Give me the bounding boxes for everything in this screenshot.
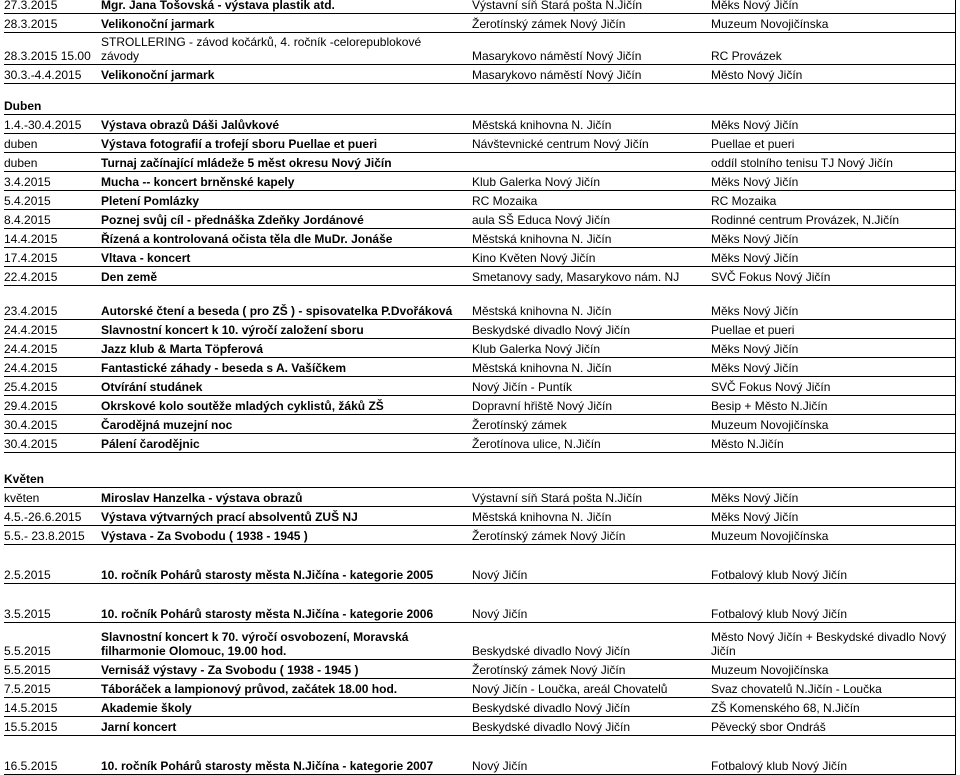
event-cell: Miroslav Hanzelka - výstava obrazů [101, 491, 303, 505]
organizer-cell: Měks Nový Jičín [711, 342, 799, 356]
place-cell: aula SŠ Educa Nový Jičín [472, 213, 611, 227]
event-cell: Akademie školy [101, 701, 192, 715]
organizer-cell: Měks Nový Jičín [711, 232, 799, 246]
organizer-cell: Puellae et pueri [711, 137, 795, 151]
event-cell: Jazz klub & Marta Töpferová [101, 342, 264, 356]
organizer-cell: Měks Nový Jičín [711, 251, 799, 265]
table-row [4, 717, 956, 736]
event-cell: Táboráček a lampionový průvod, začátek 18.00 hod. [101, 682, 398, 696]
date-cell: 3.5.2015 [4, 607, 51, 621]
date-cell: 5.5.2015 [4, 663, 51, 677]
place-cell: RC Mozaika [472, 194, 538, 208]
organizer-cell: Měks Nový Jičín [711, 491, 799, 505]
organizer-cell: Město Nový Jičín [711, 68, 803, 82]
organizer-cell: Měks Nový Jičín [711, 0, 799, 12]
table-row [4, 526, 956, 545]
place-cell: Žerotínský zámek Nový Jičín [472, 17, 626, 31]
organizer-cell: Svaz chovatelů N.Jičín - Loučka [711, 682, 882, 696]
organizer-cell: Fotbalový klub Nový Jičín [711, 607, 848, 621]
organizer-cell: Muzeum Novojičínska [711, 663, 829, 677]
date-cell: 28.3.2015 [4, 17, 58, 31]
date-cell: 5.5.2015 [4, 644, 51, 658]
place-cell: Nový Jičín - Puntík [472, 380, 573, 394]
place-cell: Žerotínský zámek [472, 418, 567, 432]
table-row [4, 358, 956, 377]
organizer-cell: SVČ Fokus Nový Jičín [711, 270, 831, 284]
organizer-cell: Puellae et pueri [711, 323, 795, 337]
event-cell: Den země [101, 270, 158, 284]
event-cell: Mgr. Jana Tošovská - výstava plastik atd. [101, 0, 335, 12]
table-row [4, 172, 956, 191]
table-row [4, 698, 956, 717]
place-cell: Žerotínský zámek Nový Jičín [472, 529, 626, 543]
table-row [4, 584, 956, 623]
event-cell: Fantastické záhady - beseda s A. Vašíčkem [101, 361, 347, 375]
table-row [4, 415, 956, 434]
date-cell: duben [4, 137, 38, 151]
event-cell: STROLLERING - závod kočárků, 4. ročník -celorepublokové závody [101, 35, 422, 63]
organizer-cell: Měks Nový Jičín [711, 175, 799, 189]
place-cell: Nový Jičín [472, 607, 528, 621]
date-cell: duben [4, 156, 38, 170]
date-cell: 3.4.2015 [4, 175, 51, 189]
section-title: Květen [4, 472, 45, 486]
place-cell: Masarykovo náměstí Nový Jičín [472, 68, 642, 82]
date-cell: 5.5.- 23.8.2015 [4, 529, 85, 543]
place-cell: Žerotínova ulice, N.Jičín [472, 437, 601, 451]
table-right-border [955, 0, 956, 775]
table-row [4, 286, 956, 320]
event-cell: 10. ročník Pohárů starosty města N.Jičína - kategorie 2005 [101, 568, 434, 582]
table-row [4, 736, 956, 775]
organizer-cell: RC Mozaika [711, 194, 777, 208]
date-cell: 22.4.2015 [4, 270, 58, 284]
section-header-row [4, 84, 956, 115]
organizer-cell: Město Nový Jičín + Beskydské divadlo Nový Jičín [711, 630, 947, 658]
date-cell: květen [4, 491, 40, 505]
event-cell: Výstava výtvarných prací absolventů ZUŠ NJ [101, 510, 358, 524]
table-row [4, 115, 956, 134]
event-cell: Výstava - Za Svobodu ( 1938 - 1945 ) [101, 529, 308, 543]
organizer-cell: ZŠ Komenského 68, N.Jičín [711, 701, 860, 715]
date-cell: 14.5.2015 [4, 701, 58, 715]
table-row [4, 229, 956, 248]
organizer-cell: Měks Nový Jičín [711, 510, 799, 524]
date-cell: 29.4.2015 [4, 399, 58, 413]
table-row [4, 679, 956, 698]
place-cell: Beskydské divadlo Nový Jičín [472, 644, 631, 658]
date-cell: 25.4.2015 [4, 380, 58, 394]
table-row [4, 507, 956, 526]
table-row [4, 248, 956, 267]
organizer-cell: Měks Nový Jičín [711, 304, 799, 318]
date-cell: 24.4.2015 [4, 361, 58, 375]
organizer-cell: Fotbalový klub Nový Jičín [711, 759, 848, 773]
date-cell: 16.5.2015 [4, 759, 58, 773]
organizer-cell: oddíl stolního tenisu TJ Nový Jičín [711, 156, 893, 170]
place-cell: Žerotínský zámek Nový Jičín [472, 663, 626, 677]
organizer-cell: Rodinné centrum Provázek, N.Jičín [711, 213, 900, 227]
place-cell: Beskydské divadlo Nový Jičín [472, 701, 631, 715]
event-cell: 10. ročník Pohárů starosty města N.Jičína - kategorie 2006 [101, 607, 434, 621]
date-cell: 24.4.2015 [4, 342, 58, 356]
place-cell: Nový Jičín [472, 568, 528, 582]
place-cell: Beskydské divadlo Nový Jičín [472, 720, 631, 734]
place-cell: Masarykovo náměstí Nový Jičín [472, 49, 642, 63]
event-cell: Vernisáž výstavy - Za Svobodu ( 1938 - 1945 ) [101, 663, 359, 677]
event-cell: Jarní koncert [101, 720, 177, 734]
date-cell: 5.4.2015 [4, 194, 51, 208]
date-cell: 30.4.2015 [4, 418, 58, 432]
organizer-cell: SVČ Fokus Nový Jičín [711, 380, 831, 394]
event-cell: Výstava obrazů Dáši Jalůvkové [101, 118, 280, 132]
table-row [4, 623, 956, 660]
place-cell: Výstavní síň Stará pošta N.Jičín [472, 491, 643, 505]
event-cell: Autorské čtení a beseda ( pro ZŠ ) - spisovatelka P.Dvořáková [101, 304, 453, 318]
date-cell: 27.3.2015 [4, 0, 58, 12]
organizer-cell: Muzeum Novojičínska [711, 529, 829, 543]
table-row [4, 320, 956, 339]
event-cell: Otvírání studánek [101, 380, 203, 394]
organizer-cell: RC Provázek [711, 49, 782, 63]
table-row [4, 339, 956, 358]
event-cell: Velikonoční jarmark [101, 68, 215, 82]
event-cell: Slavnostní koncert k 70. výročí osvobození, Moravská filharmonie Olomouc, 19.00 hod. [101, 630, 409, 658]
event-cell: Mucha -- koncert brněnské kapely [101, 175, 295, 189]
event-cell: Slavnostní koncert k 10. výročí založení sboru [101, 323, 364, 337]
date-cell: 7.5.2015 [4, 682, 51, 696]
place-cell: Dopravní hřiště Nový Jičín [472, 399, 613, 413]
table-row [4, 545, 956, 584]
organizer-cell: Měks Nový Jičín [711, 361, 799, 375]
organizer-cell: Měks Nový Jičín [711, 118, 799, 132]
organizer-cell: Besip + Město N.Jičín [711, 399, 828, 413]
table-row [4, 0, 956, 14]
place-cell: Klub Galerka Nový Jičín [472, 342, 601, 356]
place-cell: Městská knihovna N. Jičín [472, 232, 612, 246]
date-cell: 2.5.2015 [4, 568, 51, 582]
date-cell: 8.4.2015 [4, 213, 51, 227]
date-cell: 17.4.2015 [4, 251, 58, 265]
place-cell: Klub Galerka Nový Jičín [472, 175, 601, 189]
table-row [4, 396, 956, 415]
place-cell: Beskydské divadlo Nový Jičín [472, 323, 631, 337]
event-cell: Pletení Pomlázky [101, 194, 200, 208]
place-cell: Městská knihovna N. Jičín [472, 361, 612, 375]
date-cell: 28.3.2015 15.00 [4, 49, 91, 63]
place-cell: Nový Jičín - Loučka, areál Chovatelů [472, 682, 668, 696]
date-cell: 30.4.2015 [4, 437, 58, 451]
place-cell: Výstavní síň Stará pošta N.Jičín [472, 0, 643, 12]
event-cell: Výstava fotografií a trofejí sboru Puellae et pueri [101, 137, 378, 151]
event-cell: Řízená a kontrolovaná očista těla dle MuDr. Jonáše [101, 232, 393, 246]
organizer-cell: Muzeum Novojičínska [711, 418, 829, 432]
table-row [4, 434, 956, 453]
organizer-cell: Pěvecký sbor Ondráš [711, 720, 826, 734]
event-cell: Turnaj začínající mládeže 5 měst okresu Nový Jičín [101, 156, 392, 170]
place-cell: Nový Jičín [472, 759, 528, 773]
date-cell: 23.4.2015 [4, 304, 58, 318]
date-cell: 1.4.-30.4.2015 [4, 118, 82, 132]
date-cell: 14.4.2015 [4, 232, 58, 246]
event-cell: Okrskové kolo soutěže mladých cyklistů, žáků ZŠ [101, 399, 384, 413]
place-cell: Smetanovy sady, Masarykovo nám. NJ [472, 270, 680, 284]
date-cell: 24.4.2015 [4, 323, 58, 337]
place-cell: Návštevnické centrum Nový Jičín [472, 137, 649, 151]
table-row [4, 33, 956, 65]
section-header-row [4, 453, 956, 488]
section-title: Duben [4, 99, 42, 113]
date-cell: 15.5.2015 [4, 720, 58, 734]
table-row [4, 377, 956, 396]
place-cell: Kino Květen Nový Jičín [472, 251, 596, 265]
event-cell: Vltava - koncert [101, 251, 191, 265]
event-cell: Velikonoční jarmark [101, 17, 215, 31]
table-row [4, 267, 956, 286]
table-row [4, 210, 956, 229]
event-cell: Pálení čarodějnic [101, 437, 200, 451]
place-cell: Městská knihovna N. Jičín [472, 304, 612, 318]
table-row [4, 65, 956, 84]
event-cell: Čarodějná muzejní noc [101, 418, 233, 432]
table-row [4, 14, 956, 33]
organizer-cell: Město N.Jičín [711, 437, 784, 451]
table-row [4, 153, 956, 172]
event-cell: 10. ročník Pohárů starosty města N.Jičína - kategorie 2007 [101, 759, 434, 773]
organizer-cell: Fotbalový klub Nový Jičín [711, 568, 848, 582]
place-cell: Městská knihovna N. Jičín [472, 510, 612, 524]
table-row [4, 488, 956, 507]
organizer-cell: Muzeum Novojičínska [711, 17, 829, 31]
place-cell: Městská knihovna N. Jičín [472, 118, 612, 132]
date-cell: 30.3.-4.4.2015 [4, 68, 82, 82]
events-table [4, 0, 956, 775]
date-cell: 4.5.-26.6.2015 [4, 510, 82, 524]
event-cell: Poznej svůj cíl - přednáška Zdeňky Jordánové [101, 213, 364, 227]
table-row [4, 134, 956, 153]
table-row [4, 191, 956, 210]
